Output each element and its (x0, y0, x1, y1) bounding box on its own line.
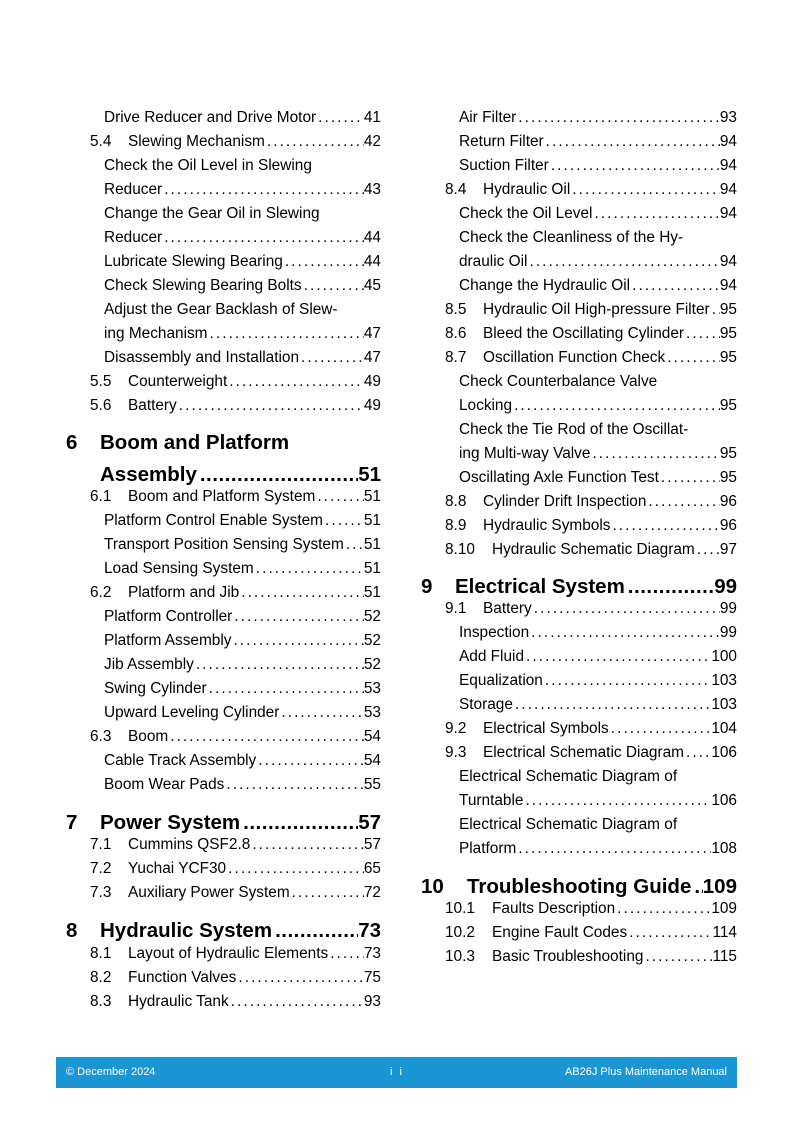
entry-title: Battery (483, 600, 532, 617)
dot-leader (194, 653, 364, 677)
toc-section-entry[interactable] (445, 514, 737, 538)
section-number: 5.4 (90, 133, 112, 150)
toc-subsection-entry[interactable] (104, 154, 381, 178)
entry-title: Cummins QSF2.8 (128, 836, 251, 853)
toc-section-entry[interactable] (445, 346, 737, 370)
chapter-page-number: 99 (714, 575, 737, 598)
entry-title: Electrical Schematic Diagram of (459, 768, 678, 785)
toc-subsection-entry[interactable] (459, 106, 737, 130)
page-number: 104 (711, 720, 737, 737)
section-number: 6.1 (90, 488, 112, 505)
dot-leader (543, 669, 711, 693)
page-number: 95 (719, 445, 737, 462)
page-number: 53 (363, 704, 381, 721)
page-footer (56, 1057, 737, 1088)
section-number: 5.5 (90, 373, 112, 390)
entry-title: Check the Oil Level in Slewing (104, 157, 312, 174)
chapter-page-number: 51 (358, 463, 381, 486)
entry-title: Change the Hydraulic Oil (459, 277, 631, 294)
dot-leader (236, 966, 364, 990)
page-number: 53 (363, 680, 381, 697)
page-number: 51 (363, 560, 381, 577)
dot-leader (592, 202, 719, 226)
page-number: 94 (719, 181, 737, 198)
toc-subsection-entry[interactable] (104, 250, 381, 274)
toc-section-entry[interactable] (445, 717, 737, 741)
entry-title: Locking (459, 397, 513, 414)
page-number: 51 (363, 512, 381, 529)
entry-title: Platform and Jib (128, 584, 240, 601)
toc-subsection-entry[interactable] (104, 178, 381, 202)
dot-leader (527, 250, 719, 274)
chapter-page-number: 57 (358, 811, 381, 834)
entry-title: Electrical Symbols (483, 720, 609, 737)
entry-title: Battery (128, 397, 177, 414)
section-number: 8.1 (90, 945, 112, 962)
toc-section-entry[interactable] (90, 966, 381, 990)
entry-title: Layout of Hydraulic Elements (128, 945, 329, 962)
page-number: 54 (363, 728, 381, 745)
entry-title: Counterweight (128, 373, 228, 390)
page-number: 52 (363, 656, 381, 673)
page-number: 72 (363, 884, 381, 901)
section-number: 8.2 (90, 969, 112, 986)
page-number: 41 (363, 109, 381, 126)
page-number: 44 (363, 253, 381, 270)
dot-leader (695, 538, 720, 562)
toc-subsection-entry[interactable] (459, 418, 737, 442)
page-number: 51 (363, 536, 381, 553)
entry-title: Platform Assembly (104, 632, 232, 649)
entry-title: Check Counterbalance Valve (459, 373, 658, 390)
toc-subsection-entry[interactable] (104, 605, 381, 629)
page-number: 94 (719, 205, 737, 222)
dot-leader (665, 346, 720, 370)
page-number: 95 (719, 349, 737, 366)
toc-section-entry[interactable] (90, 881, 381, 905)
dot-leader (239, 581, 364, 605)
chapter-number: 10 (421, 875, 444, 898)
entry-title: Drive Reducer and Drive Motor (104, 109, 317, 126)
entry-title: Suction Filter (459, 157, 549, 174)
dot-leader (224, 773, 364, 797)
page-number: 103 (711, 672, 737, 689)
toc-subsection-entry[interactable] (104, 274, 381, 298)
dot-leader (229, 990, 364, 1014)
dot-leader (512, 394, 720, 418)
section-number: 8.3 (90, 993, 112, 1010)
page-number: 95 (719, 397, 737, 414)
entry-title: Bleed the Oscillating Cylinder (483, 325, 685, 342)
entry-title: Check the Tie Rod of the Oscillat- (459, 421, 689, 438)
dot-leader (302, 274, 364, 298)
entry-title: Swing Cylinder (104, 680, 207, 697)
page-number: 49 (363, 397, 381, 414)
page-number: 52 (363, 632, 381, 649)
dot-leader (609, 717, 712, 741)
section-number: 10.2 (445, 924, 475, 941)
section-number: 7.3 (90, 884, 112, 901)
chapter-title: Electrical System (455, 575, 625, 598)
entry-title: Faults Description (492, 900, 616, 917)
dot-leader (168, 725, 364, 749)
dot-leader (265, 130, 364, 154)
toc-subsection-entry[interactable] (459, 130, 737, 154)
page-number: 57 (363, 836, 381, 853)
toc-subsection-entry[interactable] (459, 442, 737, 466)
dot-leader (630, 274, 720, 298)
entry-title: Electrical Schematic Diagram (483, 744, 684, 761)
dot-leader (254, 557, 364, 581)
toc-subsection-entry[interactable] (104, 346, 381, 370)
chapter-number: 9 (421, 575, 433, 598)
toc-section-entry[interactable] (90, 130, 381, 154)
toc-subsection-entry[interactable] (104, 322, 381, 346)
toc-subsection-entry[interactable] (459, 669, 737, 693)
toc-section-entry[interactable] (90, 857, 381, 881)
section-number: 10.3 (445, 948, 475, 965)
dot-leader (615, 897, 711, 921)
chapter-title-continued: Assembly (100, 463, 197, 486)
dot-leader (610, 514, 719, 538)
dot-leader (323, 509, 364, 533)
toc-section-entry[interactable] (445, 597, 737, 621)
dot-leader (315, 485, 364, 509)
page-number: 106 (711, 792, 737, 809)
page-number: 94 (719, 157, 737, 174)
toc-subsection-entry[interactable] (459, 789, 737, 813)
entry-title: Boom and Platform System (128, 488, 316, 505)
page-number: 109 (711, 900, 737, 917)
section-number: 8.4 (445, 181, 467, 198)
entry-title: Change the Gear Oil in Slewing (104, 205, 320, 222)
entry-title: Electrical Schematic Diagram of (459, 816, 678, 833)
entry-title: Hydraulic Oil High-pressure Filter (483, 301, 710, 318)
entry-title: Basic Troubleshooting (492, 948, 644, 965)
toc-subsection-entry[interactable] (459, 394, 737, 418)
dot-leader (344, 533, 364, 557)
entry-title: Auxiliary Power System (128, 884, 290, 901)
dot-leader (290, 881, 364, 905)
page-number: 95 (719, 325, 737, 342)
dot-leader (516, 837, 711, 861)
chapter-title: Hydraulic System (100, 919, 273, 942)
toc-section-entry[interactable] (90, 725, 381, 749)
page-number: 93 (719, 109, 737, 126)
chapter-title: Troubleshooting Guide (467, 875, 692, 898)
dot-leader (684, 322, 720, 346)
page-number: 54 (363, 752, 381, 769)
entry-title: Cable Track Assembly (104, 752, 257, 769)
toc-section-entry[interactable] (445, 945, 737, 969)
entry-title: Engine Fault Codes (492, 924, 628, 941)
entry-title: Upward Leveling Cylinder (104, 704, 280, 721)
page-number: 47 (363, 349, 381, 366)
toc-section-entry[interactable] (90, 990, 381, 1014)
entry-title: Lubricate Slewing Bearing (104, 253, 283, 270)
toc-section-entry[interactable] (445, 897, 737, 921)
entry-title: Load Sensing System (104, 560, 254, 577)
entry-title: Oscillation Function Check (483, 349, 666, 366)
page-number: 44 (363, 229, 381, 246)
dot-leader (513, 693, 711, 717)
section-number: 10.1 (445, 900, 475, 917)
entry-title: Check the Oil Level (459, 205, 593, 222)
section-number: 6.3 (90, 728, 112, 745)
dot-leader (529, 621, 720, 645)
entry-title: Turntable (459, 792, 524, 809)
entry-title: Inspection (459, 624, 530, 641)
entry-title: Jib Assembly (104, 656, 194, 673)
entry-title: Adjust the Gear Backlash of Slew- (104, 301, 338, 318)
toc-section-entry[interactable] (445, 538, 737, 562)
page-number: 103 (711, 696, 737, 713)
dot-leader (231, 629, 363, 653)
dot-leader (659, 466, 720, 490)
chapter-page-number: 109 (702, 875, 737, 898)
toc-subsection-entry[interactable] (459, 837, 737, 861)
dot-leader (279, 701, 364, 725)
page-number: 94 (719, 133, 737, 150)
entry-title: Oscillating Axle Function Test (459, 469, 659, 486)
toc-subsection-entry[interactable] (104, 202, 381, 226)
chapter-number: 6 (66, 431, 78, 454)
page-number: 65 (363, 860, 381, 877)
toc-section-entry[interactable] (90, 581, 381, 605)
entry-title: Slewing Mechanism (128, 133, 265, 150)
entry-title: Reducer (104, 229, 163, 246)
dot-leader (549, 154, 720, 178)
dot-leader (684, 741, 711, 765)
dot-leader (532, 597, 720, 621)
section-number: 9.1 (445, 600, 467, 617)
dot-leader (643, 945, 712, 969)
chapter-title: Power System (100, 811, 241, 834)
entry-title: Hydraulic Symbols (483, 517, 611, 534)
page-number: 43 (363, 181, 381, 198)
dot-leader (283, 250, 364, 274)
entry-title: draulic Oil (459, 253, 528, 270)
entry-title: Return Filter (459, 133, 544, 150)
toc-subsection-entry[interactable] (104, 509, 381, 533)
toc-subsection-entry[interactable] (459, 693, 737, 717)
toc-subsection-entry[interactable] (104, 749, 381, 773)
entry-title: ing Multi-way Valve (459, 445, 591, 462)
toc-subsection-entry[interactable] (459, 813, 737, 837)
toc-subsection-entry[interactable] (104, 226, 381, 250)
toc-section-entry[interactable] (445, 921, 737, 945)
dot-leader (316, 106, 364, 130)
dot-leader (227, 370, 364, 394)
dot-leader (162, 226, 364, 250)
entry-title: Function Valves (128, 969, 237, 986)
page-number: 52 (363, 608, 381, 625)
dot-leader (208, 322, 364, 346)
page-number: 45 (363, 277, 381, 294)
entry-title: Yuchai YCF30 (128, 860, 227, 877)
section-number: 8.8 (445, 493, 467, 510)
dot-leader (207, 677, 364, 701)
entry-title: Hydraulic Oil (483, 181, 571, 198)
page-number: 108 (711, 840, 737, 857)
toc-subsection-entry[interactable] (104, 701, 381, 725)
page-number: 47 (363, 325, 381, 342)
footer-date: © December 2024 (66, 1066, 156, 1078)
dot-leader (516, 106, 720, 130)
dot-leader (627, 921, 712, 945)
dot-leader (570, 178, 720, 202)
toc-subsection-entry[interactable] (104, 653, 381, 677)
toc-subsection-entry[interactable] (459, 466, 737, 490)
section-number: 8.10 (445, 541, 475, 558)
toc-section-entry[interactable] (445, 490, 737, 514)
footer-manual-title: AB26J Plus Maintenance Manual (564, 1066, 727, 1078)
dot-leader (232, 605, 364, 629)
toc-subsection-entry[interactable] (104, 557, 381, 581)
section-number: 8.5 (445, 301, 467, 318)
page-number: 49 (363, 373, 381, 390)
entry-title: Reducer (104, 181, 163, 198)
section-number: 6.2 (90, 584, 112, 601)
entry-title: ing Mechanism (104, 325, 208, 342)
page-number: 106 (711, 744, 737, 761)
page-number: 96 (719, 517, 737, 534)
section-number: 8.6 (445, 325, 467, 342)
dot-leader (328, 942, 364, 966)
dot-leader (524, 645, 711, 669)
dot-leader (256, 749, 364, 773)
page-number: 115 (712, 948, 737, 965)
entry-title: Disassembly and Installation (104, 349, 300, 366)
entry-title: Hydraulic Schematic Diagram (492, 541, 695, 558)
section-number: 5.6 (90, 397, 112, 414)
page-number: 100 (711, 648, 737, 665)
entry-title: Boom (128, 728, 169, 745)
dot-leader (590, 442, 719, 466)
page-number: 94 (719, 253, 737, 270)
section-number: 8.9 (445, 517, 467, 534)
toc-subsection-entry[interactable] (459, 370, 737, 394)
dot-leader (544, 130, 720, 154)
toc-section-entry[interactable] (90, 370, 381, 394)
page-number: 95 (719, 469, 737, 486)
dot-leader (162, 178, 364, 202)
page-number: 99 (719, 624, 737, 641)
page-number: 96 (719, 493, 737, 510)
page-number: 97 (719, 541, 737, 558)
toc-section-entry[interactable] (90, 394, 381, 418)
toc-section-entry[interactable] (90, 833, 381, 857)
page-number: 94 (719, 277, 737, 294)
dot-leader (710, 298, 720, 322)
page-number: 55 (363, 776, 381, 793)
toc-subsection-entry[interactable] (459, 645, 737, 669)
section-number: 7.2 (90, 860, 112, 877)
chapter-title[interactable]: Boom and Platform (100, 431, 290, 454)
chapter-number: 7 (66, 811, 78, 834)
toc-subsection-entry[interactable] (104, 106, 381, 130)
page-number: 51 (363, 488, 381, 505)
page-number: 99 (719, 600, 737, 617)
page-number: 51 (363, 584, 381, 601)
entry-title: Boom Wear Pads (104, 776, 225, 793)
dot-leader (250, 833, 364, 857)
entry-title: Platform (459, 840, 517, 857)
entry-title: Cylinder Drift Inspection (483, 493, 647, 510)
entry-title: Check Slewing Bearing Bolts (104, 277, 302, 294)
entry-title: Hydraulic Tank (128, 993, 229, 1010)
page-number: 93 (363, 993, 381, 1010)
dot-leader (226, 857, 364, 881)
entry-title: Check the Cleanliness of the Hy- (459, 229, 684, 246)
toc-subsection-entry[interactable] (104, 773, 381, 797)
entry-title: Platform Control Enable System (104, 512, 323, 529)
chapter-number: 8 (66, 919, 78, 942)
entry-title: Equalization (459, 672, 543, 689)
toc-section-entry[interactable] (90, 485, 381, 509)
toc-subsection-entry[interactable] (459, 202, 737, 226)
page-number: 95 (719, 301, 737, 318)
section-number: 9.3 (445, 744, 467, 761)
dot-leader (177, 394, 364, 418)
footer-page-number: i i (390, 1066, 404, 1078)
toc-subsection-entry[interactable] (459, 226, 737, 250)
toc-subsection-entry[interactable] (459, 765, 737, 789)
toc-section-entry[interactable] (445, 178, 737, 202)
entry-title: Air Filter (459, 109, 517, 126)
dot-leader (646, 490, 719, 514)
toc-section-entry[interactable] (445, 298, 737, 322)
toc-subsection-entry[interactable] (459, 250, 737, 274)
page-number: 114 (712, 924, 737, 941)
section-number: 8.7 (445, 349, 467, 366)
toc-subsection-entry[interactable] (104, 677, 381, 701)
entry-title: Add Fluid (459, 648, 525, 665)
toc-section-entry[interactable] (90, 942, 381, 966)
toc-section-entry[interactable] (445, 322, 737, 346)
chapter-page-number: 73 (358, 919, 381, 942)
section-number: 7.1 (90, 836, 112, 853)
toc-subsection-entry[interactable] (459, 621, 737, 645)
toc-section-entry[interactable] (445, 741, 737, 765)
dot-leader (299, 346, 364, 370)
toc-subsection-entry[interactable] (104, 629, 381, 653)
entry-title: Storage (459, 696, 513, 713)
toc-subsection-entry[interactable] (104, 298, 381, 322)
page-number: 73 (363, 945, 381, 962)
toc-subsection-entry[interactable] (459, 274, 737, 298)
entry-title: Transport Position Sensing System (104, 536, 344, 553)
section-number: 9.2 (445, 720, 467, 737)
page-number: 42 (363, 133, 381, 150)
page-number: 75 (363, 969, 381, 986)
toc-subsection-entry[interactable] (104, 533, 381, 557)
toc-subsection-entry[interactable] (459, 154, 737, 178)
dot-leader (523, 789, 711, 813)
entry-title: Platform Controller (104, 608, 233, 625)
